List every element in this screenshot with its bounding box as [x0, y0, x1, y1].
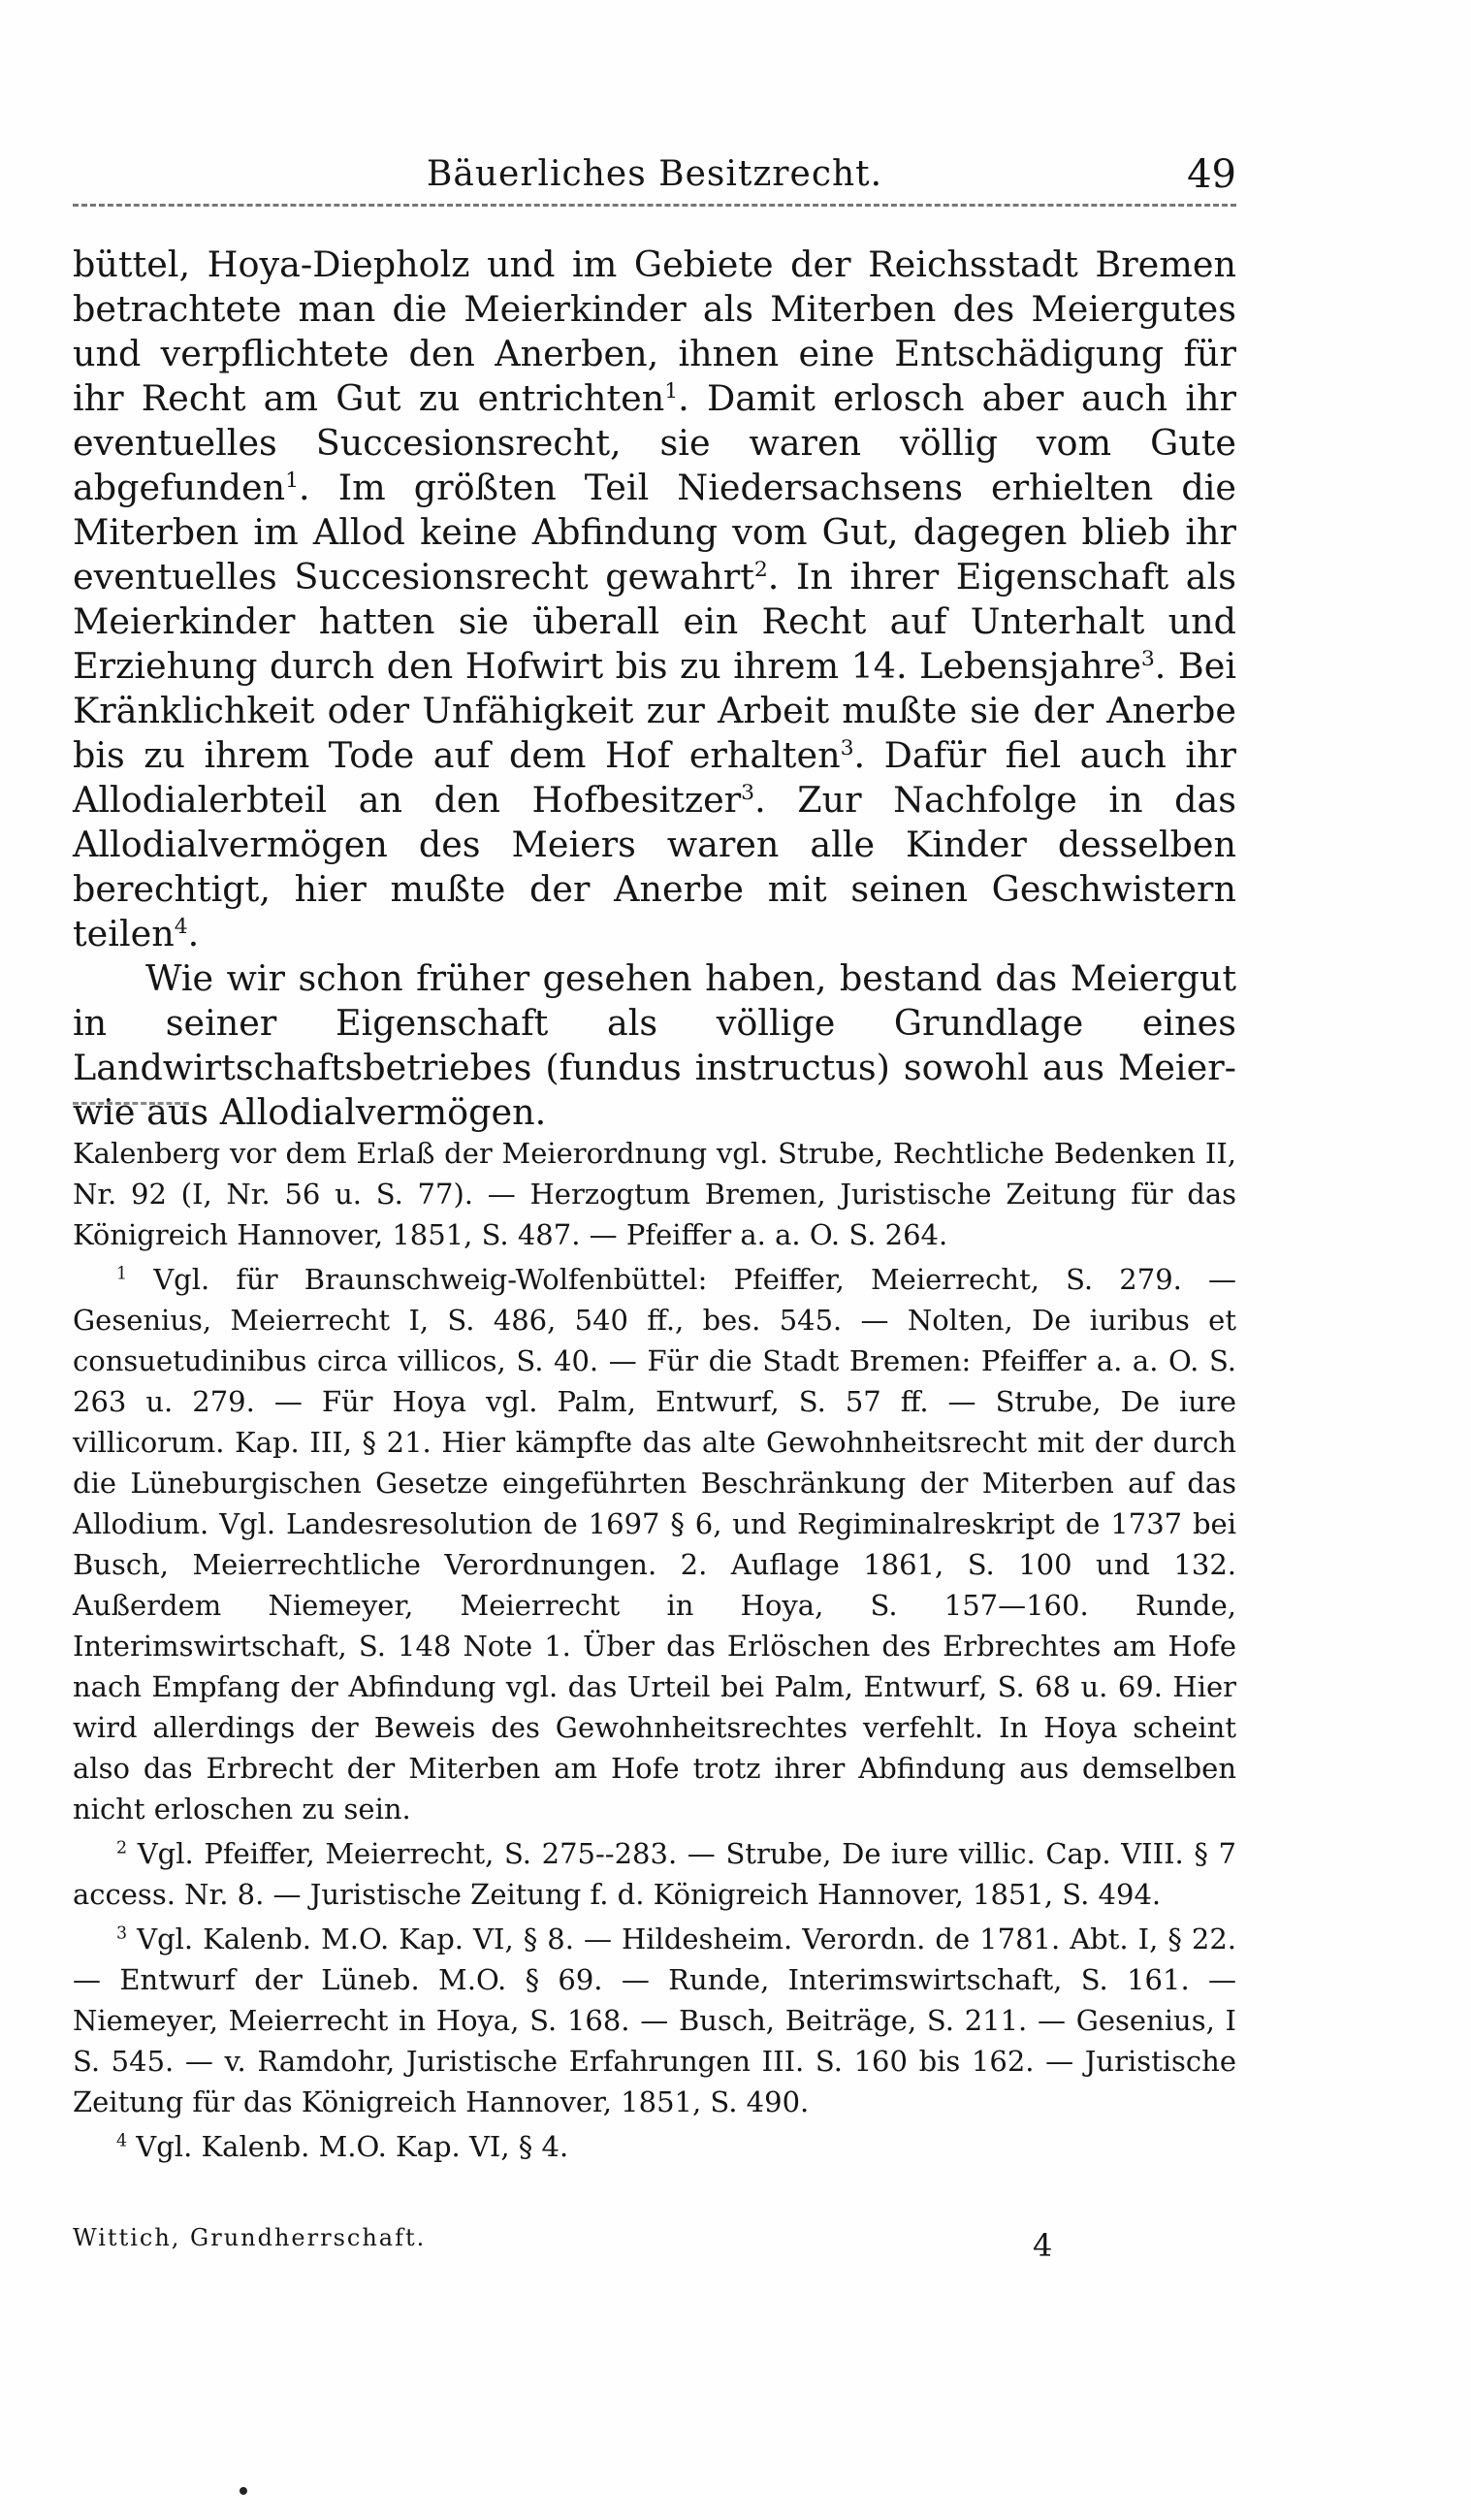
footnote-marker: 4: [116, 2131, 128, 2151]
footnote-marker: 1: [116, 1264, 128, 1284]
footnote-ref: 3: [840, 735, 854, 760]
footnote-text: Vgl. Kalenb. M.O. Kap. VI, § 4.: [136, 2130, 569, 2163]
paragraph: Wie wir schon früher gesehen haben, bestand das Meiergut in seiner Eigenschaft als völlige Grundlage eines Landwirtschaftsbetriebes (fundus instructus) sowohl aus Meier- wie aus Allodialvermögen.: [73, 957, 1236, 1133]
footnote-continuation: Kalenberg vor dem Erlaß der Meierordnung vgl. Strube, Rechtliche Bedenken II, Nr. 92 (I, Nr. 56 u. S. 77). — Herzogtum Bremen, Juristische Zeitung für das Königreich Hannover, 1851, S. 487. — Pfeiffer a. a. O. S. 264.: [73, 1137, 1236, 1251]
footnote-marker: 3: [116, 1923, 128, 1944]
text-segment: . Dafür fiel auch ihr Allodialerbteil an den Hofbesitzer: [73, 734, 1237, 821]
page-number: 49: [1187, 152, 1236, 197]
footnote-ref: 4: [174, 914, 188, 939]
text-segment: büttel, Hoya-Diepholz und im Gebiete der Reichsstadt Bremen betrachtete man die Meierkinder als Miterben des Meiergutes und verpflichtete den Anerben, ihnen eine Entschädigung für ihr Recht am Gut zu entrichten: [73, 243, 1236, 419]
footnote-ref: 1: [285, 468, 300, 493]
footnote-ref: 3: [1140, 646, 1155, 671]
footnote: [73, 2126, 1236, 2167]
main-text: [73, 242, 1236, 1135]
footnote: [73, 1833, 1236, 1915]
sheet-mark: 4: [1033, 2227, 1053, 2264]
footnote-marker: 2: [116, 1838, 128, 1858]
footnote-text: Vgl. Pfeiffer, Meierrecht, S. 275--283. — Strube, De iure villic. Cap. VIII. § 7 access. Nr. 8. — Juristische Zeitung f. d. Königreich Hannover, 1851, S. 494.: [73, 1837, 1236, 1911]
footnote-ref: 3: [741, 780, 755, 805]
ink-speck: [240, 2487, 247, 2495]
footnote: [73, 1919, 1236, 2122]
text-segment: . Im größten Teil Niedersachsens erhielten die Miterben im Allod keine Abfindung vom Gut, dagegen blieb ihr eventuelles Succesionsrecht gewahrt: [73, 467, 1236, 598]
paragraph: [73, 242, 1236, 956]
footnote: [73, 1259, 1236, 1829]
footnote-text: Vgl. für Braunschweig-Wolfenbüttel: Pfeiffer, Meierrecht, S. 279. — Gesenius, Meierrecht I, S. 486, 540 ff., bes. 545. — Nolten, De iuribus et consuetudinibus circa villicos, S. 40. — Für die Stadt Bremen: Pfeiffer a. a. O. S. 263 u. 279. — Für Hoya vgl. Palm, Entwurf, S. 57 ff. — Strube, De iure villicorum. Kap. III, § 21. Hier kämpfte das alte Gewohnheitsrecht mit der durch die Lüneburgischen Gesetze eingeführten Beschränkung der Miterben auf das Allodium. Vgl. Landesresolution de 1697 § 6, und Regiminalreskript de 1737 bei Busch, Meierrechtliche Verordnungen. 2. Auflage 1861, S. 100 und 132. Außerdem Niemeyer, Meierrecht in Hoya, S. 157—160. Runde, Interimswirtschaft, S. 148 Note 1. Über das Erlöschen des Erbrechtes am Hofe nach Empfang der Abfindung vgl. das Urteil bei Palm, Entwurf, S. 68 u. 69. Hier wird allerdings der Beweis des Gewohnheitsrechtes verfehlt. In Hoya scheint also das Erbrecht der Miterben am Hofe trotz ihrer Abfindung aus demselben nicht erloschen zu sein.: [73, 1263, 1237, 1825]
text-segment: . Bei Kränklichkeit oder Unfähigkeit zur Arbeit mußte sie der Anerbe bis zu ihrem Tode auf dem Hof erhalten: [73, 645, 1236, 776]
footnotes: [73, 1133, 1236, 2167]
header-rule: [73, 204, 1236, 207]
text-segment: . In ihrer Eigenschaft als Meierkinder hatten sie überall ein Recht auf Unterhalt und Erziehung durch den Hofwirt bis zu ihrem 14. Lebensjahre: [73, 556, 1236, 687]
text-segment: .: [187, 913, 200, 954]
running-head: Bäuerliches Besitzrecht.: [426, 154, 883, 194]
text-segment: . Zur Nachfolge in das Allodialvermögen des Meiers waren alle Kinder desselben berechtigt, hier mußte der Anerbe mit seinen Geschwistern teilen: [73, 779, 1236, 954]
footnote-rule: [73, 1102, 189, 1105]
footnote-ref: 2: [753, 557, 768, 582]
text-segment: . Damit erlosch aber auch ihr eventuelles Succesionsrecht, sie waren völlig vom Gute abgefunden: [73, 377, 1236, 508]
signature-line: Wittich, Grundherrschaft.: [73, 2224, 427, 2251]
footnote-ref: 1: [664, 378, 679, 404]
page-header: [73, 150, 1236, 209]
footnote-text: Vgl. Kalenb. M.O. Kap. VI, § 8. — Hildesheim. Verordn. de 1781. Abt. I, § 22. — Entwurf der Lüneb. M.O. § 69. — Runde, Interimswirtschaft, S. 161. — Niemeyer, Meierrecht in Hoya, S. 168. — Busch, Beiträge, S. 211. — Gesenius, I S. 545. — v. Ramdohr, Juristische Erfahrungen III. S. 160 bis 162. — Juristische Zeitung für das Königreich Hannover, 1851, S. 490.: [73, 1922, 1237, 2118]
